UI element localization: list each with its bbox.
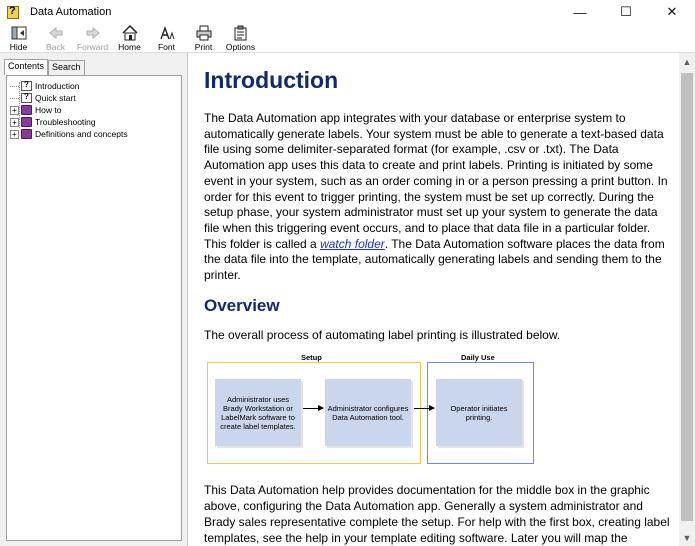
tree-item-label: Definitions and concepts <box>35 129 128 139</box>
daily-use-label: Daily Use <box>461 353 495 363</box>
tree-item-introduction[interactable] <box>7 80 181 92</box>
print-button[interactable]: Print <box>185 24 222 53</box>
setup-paragraph: This Data Automation help provides documentation for the middle box in the graphic above, configuring the Data Automation app. Generally a system administrator and Brady sales representative complete the setup. For help with the first box, creating label templates, see the help in your template editing software. Later you will map the <box>204 483 670 545</box>
window-title: Data Automation <box>30 6 112 18</box>
back-arrow-icon <box>48 25 64 41</box>
tree-item-troubleshooting[interactable] <box>7 116 181 128</box>
home-button[interactable]: Home <box>111 24 148 53</box>
diagram-box-create-templates: Administrator uses Brady Workstation or LabelMark software to create label templates. <box>215 379 301 446</box>
content-pane <box>189 53 679 546</box>
minimize-button[interactable]: — <box>573 4 587 20</box>
overview-paragraph: The overall process of automating label printing is illustrated below. <box>204 327 561 342</box>
expand-icon[interactable]: + <box>10 106 19 115</box>
vertical-scrollbar[interactable] <box>679 53 695 546</box>
title-bar <box>0 0 695 24</box>
maximize-button[interactable]: ☐ <box>620 4 632 19</box>
help-page-icon <box>21 93 32 103</box>
contents-tree <box>6 75 182 541</box>
home-icon <box>122 25 138 41</box>
help-page-icon <box>21 81 32 91</box>
forward-arrow-icon <box>85 25 101 41</box>
book-icon <box>21 117 32 127</box>
font-icon <box>159 25 175 41</box>
hide-button[interactable]: Hide <box>0 24 37 53</box>
tree-item-quick-start[interactable] <box>7 92 181 104</box>
tree-item-how-to[interactable] <box>7 104 181 116</box>
setup-label: Setup <box>301 353 322 363</box>
tree-item-definitions[interactable] <box>7 128 181 140</box>
scrollbar-thumb[interactable] <box>681 73 693 521</box>
process-diagram <box>204 353 544 473</box>
options-button[interactable]: Options <box>222 24 259 53</box>
scroll-down-icon[interactable]: ▼ <box>682 532 692 543</box>
arrow-right-icon <box>414 408 434 409</box>
help-book-icon: ? <box>6 4 22 20</box>
back-button[interactable]: Back <box>37 24 74 53</box>
font-button[interactable]: Font <box>148 24 185 53</box>
book-icon <box>21 105 32 115</box>
printer-icon <box>196 25 212 41</box>
arrow-right-icon <box>303 408 323 409</box>
expand-icon[interactable]: + <box>10 130 19 139</box>
close-button[interactable]: ✕ <box>666 4 678 19</box>
nav-tabs <box>4 59 85 75</box>
tree-item-label: Quick start <box>35 93 76 103</box>
scroll-up-icon[interactable]: ▲ <box>682 56 692 67</box>
intro-paragraph: The Data Automation app integrates with your database or enterprise system to automatically generate labels. Your system must be able to generate a text-based data file using some delimiter-separated format (for example, .csv or .txt). The Data Automation app uses this data to create and print labels. Printing is initiated by some event in your system, such as an order coming in or a person pressing a print button. In order for this event to trigger printing, the system must be set up correctly. During the setup phase, your system administrator must set up your system to generate the data file when this triggering event occurs, and to place that data file in a particular folder. This folder is called a watch folder. The Data Automation software places the data from the data file into the template, automatically generating labels and sending them to the printer. <box>204 111 668 283</box>
tab-contents[interactable]: Contents <box>4 59 48 75</box>
diagram-box-initiate-printing: Operator initiates printing. <box>436 379 522 446</box>
forward-button[interactable]: Forward <box>74 24 111 53</box>
expand-icon[interactable]: + <box>10 118 19 127</box>
tab-search[interactable]: Search <box>48 60 85 75</box>
tree-item-label: How to <box>35 105 62 115</box>
diagram-box-configure-tool: Administrator configures Data Automation tool. <box>325 379 411 446</box>
tree-item-label: Troubleshooting <box>35 117 96 127</box>
overview-heading: Overview <box>204 295 280 315</box>
options-icon <box>233 25 249 41</box>
watch-folder-link[interactable]: watch folder <box>320 236 385 251</box>
book-icon <box>21 129 32 139</box>
navigation-pane <box>0 53 188 546</box>
toolbar <box>0 24 695 53</box>
tree-item-label: Introduction <box>35 81 80 91</box>
hide-icon <box>11 25 27 41</box>
page-title: Introduction <box>204 67 339 93</box>
